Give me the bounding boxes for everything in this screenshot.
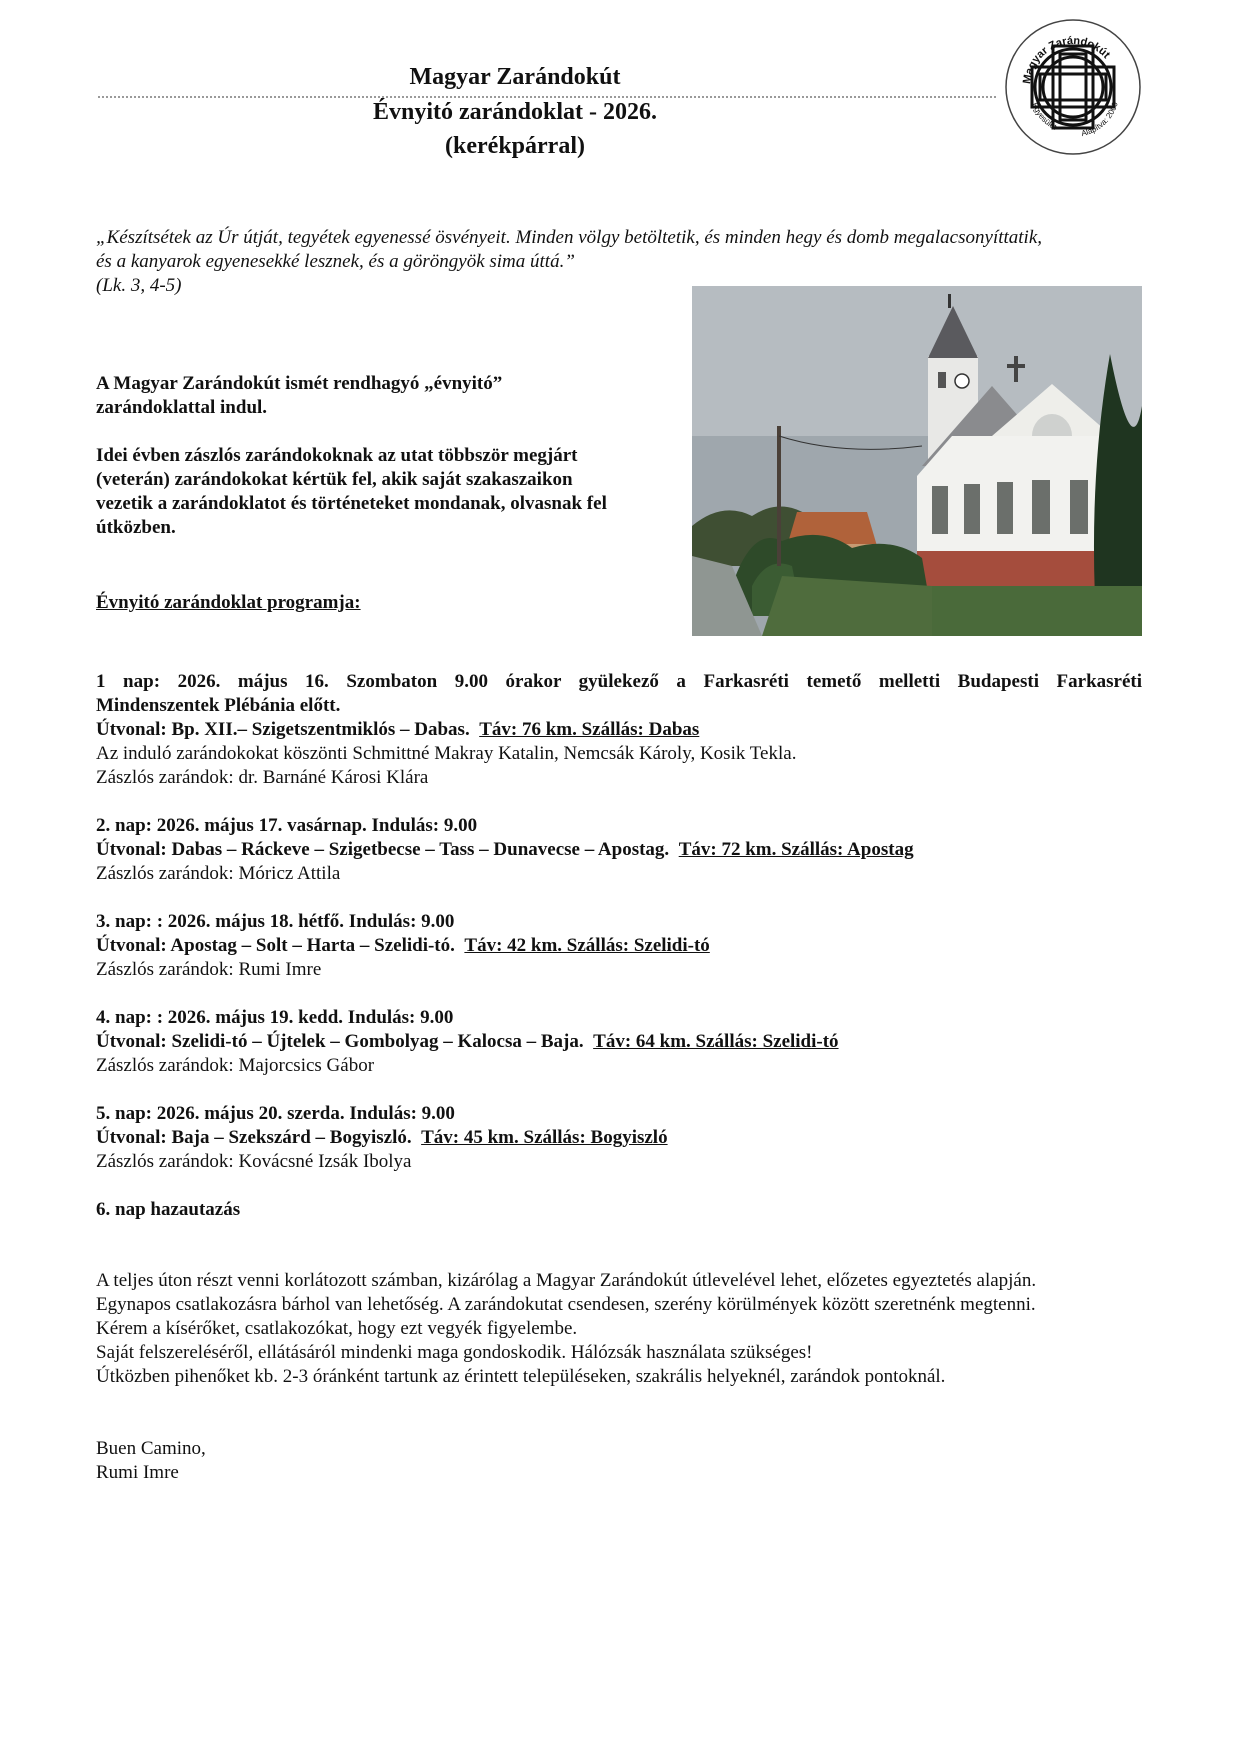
logo-text-right: Alapítva: 2000 (1080, 100, 1120, 139)
day4-distance: Táv: 64 km. Szállás: Szelidi-tó (593, 1031, 839, 1052)
intro-paragraph-1-line-1: A Magyar Zarándokút ismét rendhagyó „évnyitó” (96, 373, 503, 394)
intro-paragraph-2-line-3: vezetik a zarándoklatot és történeteket mondanak, olvasnak fel (96, 493, 607, 514)
day4-route (96, 1030, 1156, 1054)
day5-route-text: Útvonal: Baja – Szekszárd – Bogyiszló. (96, 1127, 412, 1148)
day2-leader: Zászlós zarándok: Móricz Attila (96, 863, 341, 884)
day1-route (96, 718, 1156, 742)
day2-route-text: Útvonal: Dabas – Ráckeve – Szigetbecse – Tass – Dunavecse – Apostag. (96, 839, 670, 860)
day5-header: 5. nap: 2026. május 20. szerda. Indulás: 9.00 (96, 1103, 455, 1124)
notes-line-5: Útközben pihenőket kb. 2-3 óránként tartunk az érintett településeken, szakrális helyeknél, zarándok pontoknál. (96, 1366, 946, 1387)
day3-header: 3. nap: : 2026. május 18. hétfő. Indulás: 9.00 (96, 911, 455, 932)
closing-signature: Rumi Imre (96, 1462, 179, 1483)
day5-distance: Táv: 45 km. Szállás: Bogyiszló (421, 1127, 668, 1148)
logo-text-left: Egyesület (1030, 101, 1058, 132)
day4-route-text: Útvonal: Szelidi-tó – Újtelek – Gombolyag – Kalocsa – Baja. (96, 1031, 584, 1052)
day3-route (96, 934, 1156, 958)
day2-distance: Táv: 72 km. Szállás: Apostag (678, 839, 914, 860)
day1-distance: Táv: 76 km. Szállás: Dabas (479, 719, 700, 740)
intro-paragraph-2-line-2: (veterán) zarándokokat kértük fel, akik saját szakaszaikon (96, 469, 573, 490)
day5-leader: Zászlós zarándok: Kovácsné Izsák Ibolya (96, 1151, 412, 1172)
day3-route-text: Útvonal: Apostag – Solt – Harta – Szelidi-tó. (96, 935, 455, 956)
logo-text-top: Magyar Zarándokút (1020, 34, 1113, 85)
bible-quote-line-1: „Készítsétek az Úr útját, tegyétek egyenessé ösvényeit. Minden völgy betöltetik, és minden hegy és domb megalacsonyíttatik, (96, 227, 1043, 248)
document-subtitle: Évnyitó zarándoklat - 2026. (372, 99, 657, 125)
program-heading: Évnyitó zarándoklat programja: (96, 592, 361, 613)
day1-greeting: Az induló zarándokokat köszönti Schmittné Makray Katalin, Nemcsák Károly, Kosik Tekla. (96, 743, 797, 764)
intro-paragraph-2-line-1: Idei évben zászlós zarándokoknak az utat többször megjárt (96, 445, 578, 466)
church-photo (692, 286, 1142, 636)
day3-leader: Zászlós zarándok: Rumi Imre (96, 959, 322, 980)
day1-route-text: Útvonal: Bp. XII.– Szigetszentmiklós – Dabas. (96, 719, 470, 740)
day4-leader: Zászlós zarándok: Majorcsics Gábor (96, 1055, 375, 1076)
organization-logo (1002, 16, 1144, 158)
notes-line-4: Saját felszereléséről, ellátásáról mindenki maga gondoskodik. Hálózsák használata szükséges! (96, 1342, 813, 1363)
day3-distance: Táv: 42 km. Szállás: Szelidi-tó (464, 935, 710, 956)
notes-line-1: A teljes úton részt venni korlátozott számban, kizárólag a Magyar Zarándokút útlevelével lehet, előzetes egyeztetés alapján. (96, 1270, 1037, 1291)
notes-line-3: Kérem a kísérőket, csatlakozókat, hogy ezt vegyék figyelembe. (96, 1318, 578, 1339)
day1-header-line-2: Mindenszentek Plébánia előtt. (96, 695, 341, 716)
day2-route (96, 838, 1156, 862)
day5-route (96, 1126, 1156, 1150)
day1-leader: Zászlós zarándok: dr. Barnáné Károsi Klára (96, 767, 429, 788)
day4-header: 4. nap: : 2026. május 19. kedd. Indulás: 9.00 (96, 1007, 454, 1028)
document-subtitle-note: (kerékpárral) (445, 133, 585, 159)
day1-header-line-1: 1 nap: 2026. május 16. Szombaton 9.00 órakor gyülekező a Farkasréti temető melletti Budapesti Farkasréti (96, 671, 1142, 692)
document-title: Magyar Zarándokút (409, 64, 621, 90)
day6-header: 6. nap hazautazás (96, 1199, 241, 1220)
notes-line-2: Egynapos csatlakozásra bárhol van lehetőség. A zarándokutat csendesen, szerény körülmények között szeretnénk megtenni. (96, 1294, 1036, 1315)
intro-paragraph-2-line-4: útközben. (96, 517, 176, 538)
intro-paragraph-1-line-2: zarándoklattal indul. (96, 397, 268, 418)
bible-quote-line-2: és a kanyarok egyenesekké lesznek, és a göröngyök sima úttá.” (96, 251, 575, 272)
day2-header: 2. nap: 2026. május 17. vasárnap. Indulás: 9.00 (96, 815, 478, 836)
closing-greeting: Buen Camino, (96, 1438, 206, 1459)
bible-quote-reference: (Lk. 3, 4-5) (96, 275, 182, 296)
